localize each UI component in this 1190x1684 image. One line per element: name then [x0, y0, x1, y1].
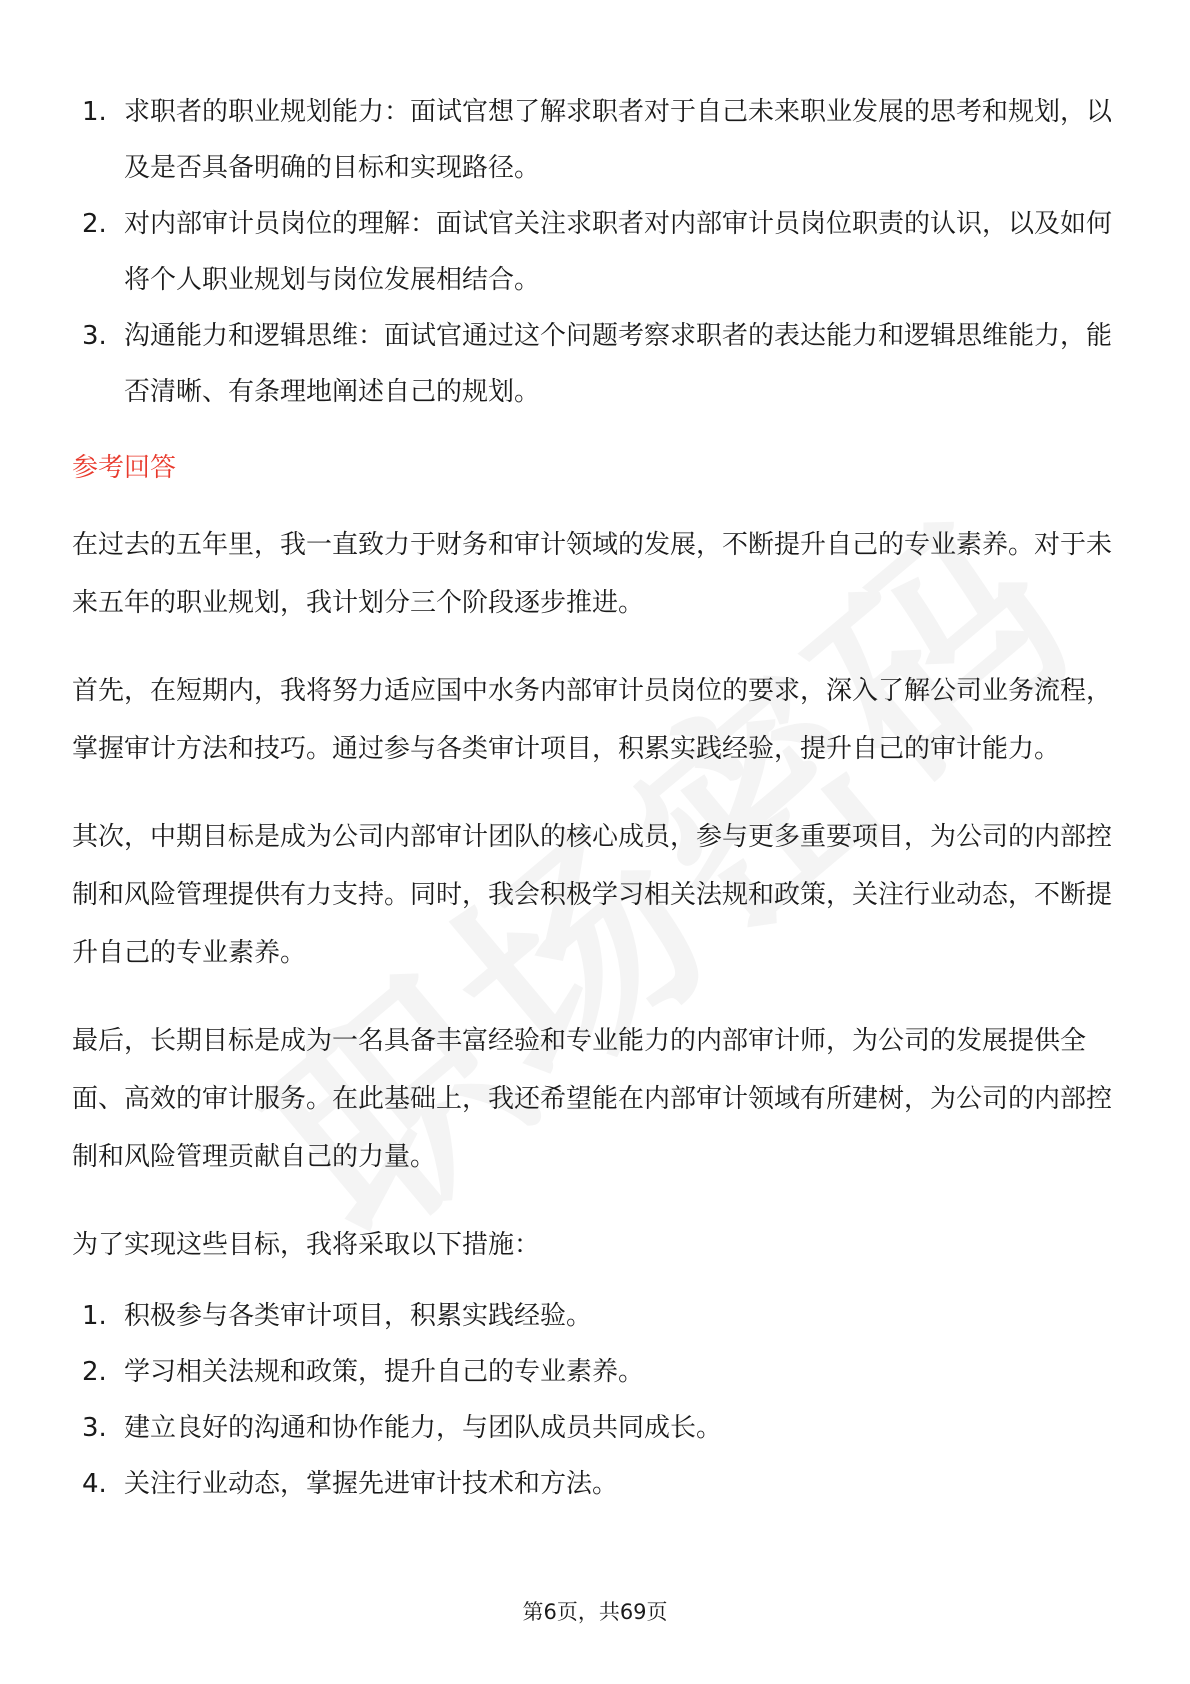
list-item-text: 建立良好的沟通和协作能力，与团队成员共同成长。: [124, 1413, 723, 1443]
list-item-text: 求职者的职业规划能力：面试官想了解求职者对于自己未来职业发展的思考和规划，以及是否具备明确的目标和实现路径。: [124, 97, 1113, 183]
list-item-text: 对内部审计员岗位的理解：面试官关注求职者对内部审计员岗位职责的认识，以及如何将个人职业规划与岗位发展相结合。: [124, 209, 1113, 295]
paragraph: 为了实现这些目标，我将采取以下措施：: [72, 1230, 541, 1260]
list-number: 1.: [82, 97, 107, 127]
bottom-numbered-list: [72, 1288, 1118, 1512]
list-item: [72, 1288, 1118, 1344]
list-item: [72, 1344, 1118, 1400]
top-numbered-list: [72, 84, 1118, 420]
list-item-text: 积极参与各类审计项目，积累实践经验。: [124, 1301, 593, 1331]
list-number: 4.: [82, 1469, 107, 1499]
paragraph: 其次，中期目标是成为公司内部审计团队的核心成员，参与更多重要项目，为公司的内部控制和风险管理提供有力支持。同时，我会积极学习相关法规和政策，关注行业动态，不断提升自己的专业素养。: [72, 822, 1113, 968]
list-item-text: 关注行业动态，掌握先进审计技术和方法。: [124, 1469, 619, 1499]
list-item-text: 学习相关法规和政策，提升自己的专业素养。: [124, 1357, 645, 1387]
list-item: [72, 84, 1118, 196]
list-number: 3.: [82, 321, 107, 351]
list-number: 2.: [82, 209, 107, 239]
list-number: 3.: [82, 1413, 107, 1443]
list-item: [72, 308, 1118, 420]
list-item: [72, 1456, 1118, 1512]
list-item: [72, 1400, 1118, 1456]
list-item-text: 沟通能力和逻辑思维：面试官通过这个问题考察求职者的表达能力和逻辑思维能力，能否清晰、有条理地阐述自己的规划。: [124, 321, 1113, 407]
paragraph: 在过去的五年里，我一直致力于财务和审计领域的发展，不断提升自己的专业素养。对于未来五年的职业规划，我计划分三个阶段逐步推进。: [72, 530, 1113, 618]
paragraph: 首先，在短期内，我将努力适应国中水务内部审计员岗位的要求，深入了解公司业务流程，掌握审计方法和技巧。通过参与各类审计项目，积累实践经验，提升自己的审计能力。: [72, 676, 1113, 764]
list-item: [72, 196, 1118, 308]
document-page: [72, 84, 1118, 1512]
list-number: 2.: [82, 1357, 107, 1387]
list-number: 1.: [82, 1301, 107, 1331]
paragraph: 最后，长期目标是成为一名具备丰富经验和专业能力的内部审计师，为公司的发展提供全面、高效的审计服务。在此基础上，我还希望能在内部审计领域有所建树，为公司的内部控制和风险管理贡献自己的力量。: [72, 1026, 1113, 1172]
page-footer: 第6页，共69页: [522, 1600, 668, 1624]
section-heading: 参考回答: [72, 453, 177, 483]
